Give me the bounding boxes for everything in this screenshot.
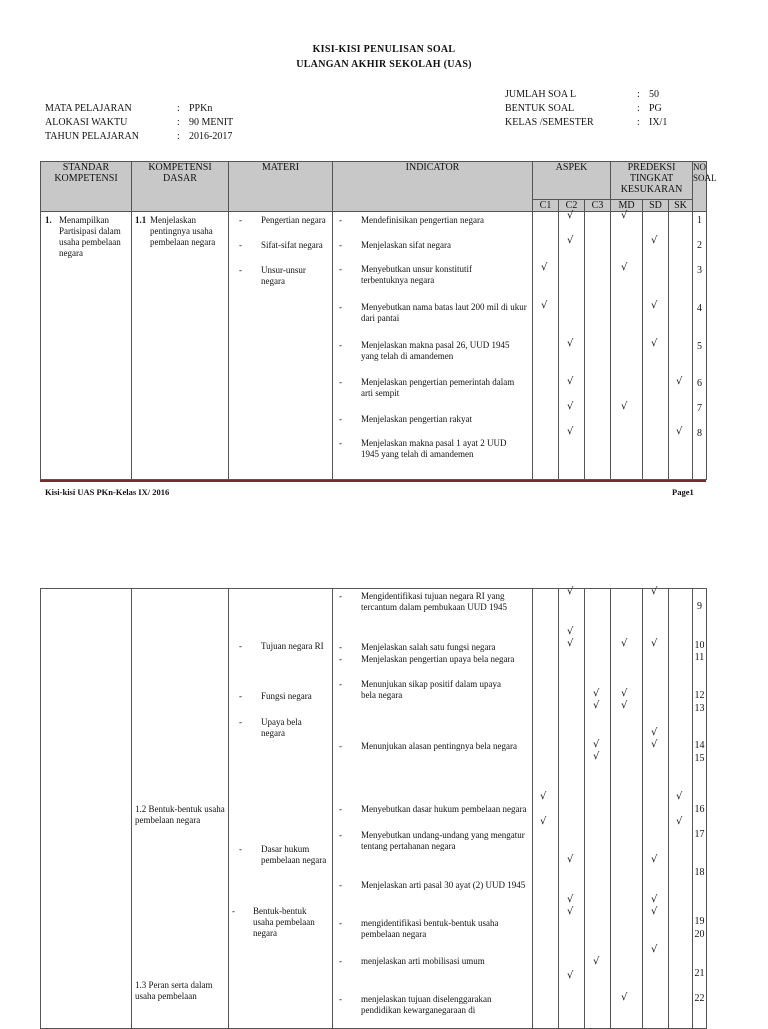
sk-cell xyxy=(669,589,693,1029)
indicator-item: menjelaskan tujuan diselenggarakan pendidikan kewarganegaraan di xyxy=(361,994,492,1015)
dash: - xyxy=(339,302,342,312)
indicator-cell xyxy=(333,212,533,480)
colon: : xyxy=(637,103,640,114)
question-number: 10 xyxy=(694,640,705,651)
grid-table-page2 xyxy=(40,588,707,1029)
header-sd: SD xyxy=(643,200,669,212)
check-icon: √ xyxy=(567,235,574,246)
indicator-item: Menjelaskan makna pasal 26, UUD 1945 yang telah di amandemen xyxy=(361,340,510,361)
header-predeksi: PREDEKSI TINGKAT KESUKARAN xyxy=(611,162,693,200)
dash: - xyxy=(339,994,342,1004)
check-icon: √ xyxy=(567,854,574,865)
question-number: 6 xyxy=(697,378,703,389)
check-icon: √ xyxy=(651,338,658,349)
dash: - xyxy=(239,265,242,275)
sk-cell xyxy=(669,212,693,480)
check-icon: √ xyxy=(621,210,628,221)
info-label: MATA PELAJARAN xyxy=(45,103,132,114)
header-standar: STANDAR KOMPETENSI xyxy=(41,162,132,212)
check-icon: √ xyxy=(621,262,628,273)
document-title: KISI-KISI PENULISAN SOAL xyxy=(312,44,456,55)
no-cell xyxy=(693,212,707,480)
indicator-item: Menyebutkan undang-undang yang mengatur tentang pertahanan negara xyxy=(361,830,525,851)
dash: - xyxy=(239,717,242,727)
question-number: 5 xyxy=(697,341,703,352)
question-number: 9 xyxy=(697,601,702,612)
info-right xyxy=(505,88,667,130)
materi-item: Pengertian negara xyxy=(261,215,326,225)
materi-item: Upaya bela negara xyxy=(261,717,302,738)
materi-item: Fungsi negara xyxy=(261,691,312,701)
c1-cell xyxy=(533,589,559,1029)
c2-cell xyxy=(559,212,585,480)
check-icon: √ xyxy=(651,894,658,905)
md-cell xyxy=(611,589,643,1029)
indicator-cell xyxy=(333,589,533,1029)
materi-item: Bentuk-bentuk usaha pembelaan negara xyxy=(253,906,315,938)
indicator-item: Menyebutkan unsur konstitutif terbentuknya negara xyxy=(361,264,472,285)
info-label: KELAS /SEMESTER xyxy=(505,117,594,128)
sd-cell xyxy=(643,212,669,480)
info-left xyxy=(45,102,233,144)
dash: - xyxy=(339,679,342,689)
check-icon: √ xyxy=(651,906,658,917)
info-value: IX/1 xyxy=(649,117,668,128)
indicator-item: Menjelaskan pengertian pemerintah dalam arti sempit xyxy=(361,377,515,398)
info-value: PPKn xyxy=(189,103,213,114)
dash: - xyxy=(339,377,342,387)
indicator-item: Menjelaskan makna pasal 1 ayat 2 UUD 1945 yang telah di amandemen xyxy=(361,438,507,459)
question-number: 11 xyxy=(694,652,705,663)
dash: - xyxy=(239,844,242,854)
check-icon: √ xyxy=(651,854,658,865)
check-icon: √ xyxy=(567,338,574,349)
check-icon: √ xyxy=(541,300,548,311)
kd-text: 1.2 Bentuk-bentuk usaha pembelaan negara xyxy=(135,804,225,825)
sd-cell xyxy=(643,586,669,1029)
check-icon: √ xyxy=(621,688,628,699)
indicator-item: Menunjukan alasan pentingnya bela negara xyxy=(361,741,517,751)
check-icon: √ xyxy=(567,426,574,437)
md-cell xyxy=(611,212,643,480)
materi-item: Unsur-unsur negara xyxy=(261,265,306,286)
dash: - xyxy=(339,215,342,225)
question-number: 18 xyxy=(694,867,705,878)
question-number: 14 xyxy=(694,740,705,751)
question-number: 15 xyxy=(694,753,705,764)
dash: - xyxy=(339,830,342,840)
question-number: 3 xyxy=(697,265,703,276)
indicator-item: Menyebutkan dasar hukum pembelaan negara xyxy=(361,804,527,814)
info-label: ALOKASI WAKTU xyxy=(45,117,128,128)
dash: - xyxy=(339,340,342,350)
check-icon: √ xyxy=(567,586,574,597)
check-icon: √ xyxy=(651,739,658,750)
c1-cell xyxy=(533,212,559,480)
check-icon: √ xyxy=(676,426,683,437)
dash: - xyxy=(339,654,342,664)
dash: - xyxy=(339,414,342,424)
question-number: 4 xyxy=(697,303,703,314)
dash: - xyxy=(239,215,242,225)
footer-line xyxy=(40,480,706,482)
check-icon: √ xyxy=(621,638,628,649)
header-c3: C3 xyxy=(585,200,611,212)
header-md: MD xyxy=(611,200,643,212)
question-number: 8 xyxy=(697,428,703,439)
kd-number: 1.1 xyxy=(135,215,147,225)
check-icon: √ xyxy=(676,816,683,827)
check-icon: √ xyxy=(621,992,628,1003)
materi-cell xyxy=(229,589,333,1029)
check-icon: √ xyxy=(567,210,574,221)
kd-text: Menjelaskan pentingnya usaha pembelaan negara xyxy=(150,215,216,247)
colon: : xyxy=(637,117,640,128)
colon: : xyxy=(177,117,180,128)
check-icon: √ xyxy=(567,638,574,649)
header-aspek: ASPEK xyxy=(533,162,611,200)
check-icon: √ xyxy=(593,739,600,750)
question-number: 7 xyxy=(697,403,703,414)
indicator-item: Mengidentifikasi tujuan negara RI yang tercantum dalam pembukaan UUD 1945 xyxy=(361,591,507,612)
header-no-soal: NO SOAL xyxy=(693,162,707,212)
check-icon: √ xyxy=(567,970,574,981)
indicator-item: Menjelaskan sifat negara xyxy=(361,240,451,250)
dash: - xyxy=(239,691,242,701)
dash: - xyxy=(339,264,342,274)
question-number: 22 xyxy=(694,993,705,1004)
indicator-item: Menyebutkan nama batas laut 200 mil di ukur dari pantai xyxy=(361,302,527,323)
header-indicator: INDICATOR xyxy=(333,162,533,212)
colon: : xyxy=(177,103,180,114)
header-kompetensi: KOMPETENSI DASAR xyxy=(132,162,229,212)
question-number: 1 xyxy=(697,215,703,226)
dash: - xyxy=(339,804,342,814)
check-icon: √ xyxy=(621,700,628,711)
dash: - xyxy=(339,240,342,250)
check-icon: √ xyxy=(651,300,658,311)
check-icon: √ xyxy=(651,727,658,738)
materi-item: Tujuan negara RI xyxy=(261,641,324,651)
info-value: 90 MENIT xyxy=(189,117,234,128)
indicator-item: Menjelaskan pengertian rakyat xyxy=(361,414,472,424)
check-icon: √ xyxy=(593,956,600,967)
dash: - xyxy=(339,741,342,751)
check-icon: √ xyxy=(567,894,574,905)
indicator-item: mengidentifikasi bentuk-bentuk usaha pembelaan negara xyxy=(361,918,499,939)
check-icon: √ xyxy=(540,816,547,827)
dash: - xyxy=(339,438,342,448)
question-number: 12 xyxy=(694,690,705,701)
indicator-item: Mendefinisikan pengertian negara xyxy=(361,215,484,225)
check-icon: √ xyxy=(651,638,658,649)
check-icon: √ xyxy=(651,586,658,597)
question-number: 2 xyxy=(697,240,703,251)
question-number: 21 xyxy=(694,968,705,979)
question-number: 19 xyxy=(694,916,705,927)
info-label: JUMLAH SOA L xyxy=(505,89,577,100)
check-icon: √ xyxy=(567,906,574,917)
info-value: 2016-2017 xyxy=(189,131,233,142)
grid-table-page1 xyxy=(40,161,717,480)
standar-cell xyxy=(41,212,132,480)
standar-number: 1. xyxy=(45,215,52,225)
indicator-item: Menunjukan sikap positif dalam upaya bela negara xyxy=(361,679,501,700)
check-icon: √ xyxy=(541,262,548,273)
check-icon: √ xyxy=(651,944,658,955)
check-icon: √ xyxy=(676,791,683,802)
check-icon: √ xyxy=(567,376,574,387)
question-number: 20 xyxy=(694,929,705,940)
check-icon: √ xyxy=(593,688,600,699)
question-number: 16 xyxy=(694,804,705,815)
no-cell xyxy=(693,589,707,1029)
question-number: 17 xyxy=(694,829,705,840)
c3-cell xyxy=(585,212,611,480)
question-number: 13 xyxy=(694,703,705,714)
indicator-item: menjelaskan arti mobilisasi umum xyxy=(361,956,485,966)
materi-cell xyxy=(229,212,333,480)
header-sk: SK xyxy=(669,200,693,212)
dash: - xyxy=(339,918,342,928)
header-c1: C1 xyxy=(533,200,559,212)
colon: : xyxy=(177,131,180,142)
info-label: TAHUN PELAJARAN xyxy=(45,131,139,142)
materi-item: Sifat-sifat negara xyxy=(261,240,323,250)
check-icon: √ xyxy=(593,700,600,711)
dash: - xyxy=(339,642,342,652)
c3-cell xyxy=(585,589,611,1029)
standar-text: Menampilkan Partisipasi dalam usaha pembelaan negara xyxy=(59,215,121,258)
info-label: BENTUK SOAL xyxy=(505,103,575,114)
info-value: PG xyxy=(649,103,662,114)
indicator-item: Menjelaskan arti pasal 30 ayat (2) UUD 1945 xyxy=(361,880,526,890)
check-icon: √ xyxy=(540,791,547,802)
kd-text: 1.3 Peran serta dalam usaha pembelaan xyxy=(135,980,213,1001)
footer-left: Kisi-kisi UAS PKn-Kelas IX/ 2016 xyxy=(45,487,170,497)
materi-item: Dasar hukum pembelaan negara xyxy=(261,844,327,865)
dash: - xyxy=(239,641,242,651)
document-subtitle: ULANGAN AKHIR SEKOLAH (UAS) xyxy=(296,59,472,70)
dash: - xyxy=(339,880,342,890)
indicator-item: Menjelaskan pengertian upaya bela negara xyxy=(361,654,515,664)
standar-cell xyxy=(41,589,132,1029)
info-value: 50 xyxy=(649,89,659,100)
dash: - xyxy=(339,591,342,601)
colon: : xyxy=(637,89,640,100)
check-icon: √ xyxy=(593,751,600,762)
c2-cell xyxy=(559,586,585,1029)
dash: - xyxy=(339,956,342,966)
header-materi: MATERI xyxy=(229,162,333,212)
dash: - xyxy=(232,906,235,916)
kompetensi-cell xyxy=(132,212,229,480)
kompetensi-cell xyxy=(132,589,229,1029)
indicator-item: Menjelaskan salah satu fungsi negara xyxy=(361,642,496,652)
check-icon: √ xyxy=(676,376,683,387)
dash: - xyxy=(239,240,242,250)
check-icon: √ xyxy=(567,626,574,637)
check-icon: √ xyxy=(567,401,574,412)
check-icon: √ xyxy=(651,235,658,246)
header-c2: C2 xyxy=(559,200,585,212)
footer-page: Page1 xyxy=(672,487,694,497)
check-icon: √ xyxy=(621,401,628,412)
